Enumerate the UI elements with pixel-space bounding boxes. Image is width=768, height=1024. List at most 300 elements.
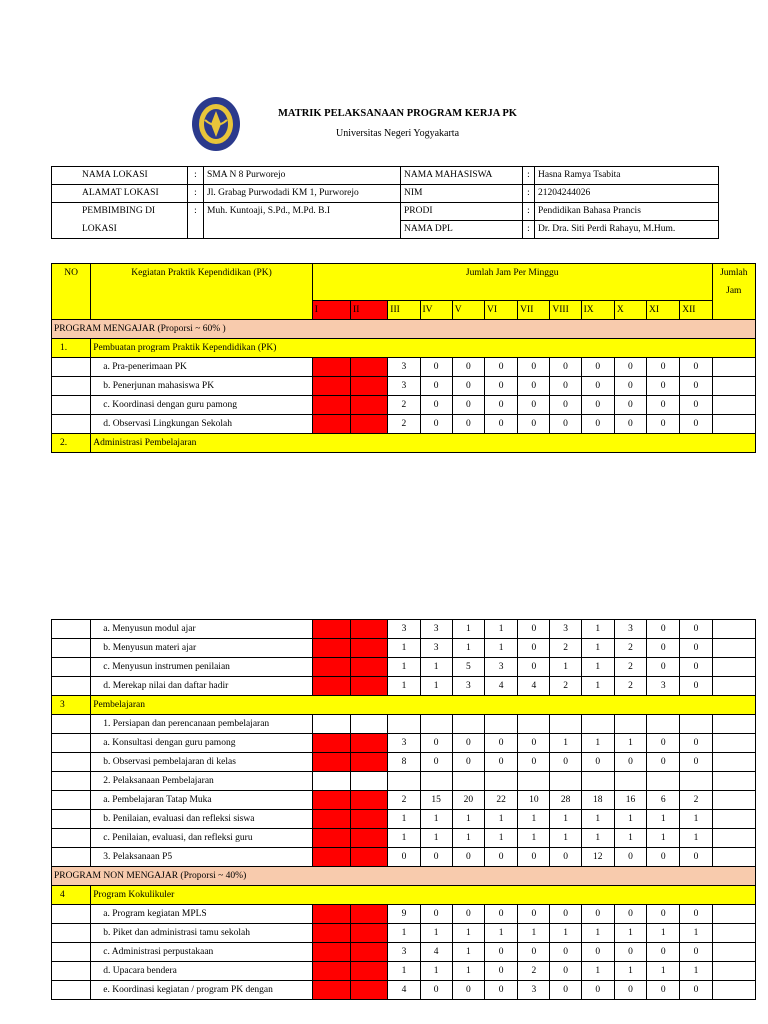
- row-label: d. Upacara bendera: [91, 962, 313, 981]
- week-cell: 0: [581, 377, 614, 396]
- week-cell: 1: [452, 639, 484, 658]
- header-week: VII: [518, 301, 550, 320]
- week-cell: 1: [614, 810, 646, 829]
- week-cell: [312, 620, 350, 639]
- week-cell: 0: [581, 415, 614, 434]
- row-label: e. Koordinasi kegiatan / program PK dengan: [91, 981, 313, 1000]
- row-total: [712, 396, 755, 415]
- week-cell: 0: [518, 905, 550, 924]
- week-cell: 0: [485, 981, 518, 1000]
- week-cell: 0: [647, 734, 680, 753]
- program-mengajar-row: PROGRAM MENGAJAR (Proporsi ~ 60% ): [52, 320, 756, 339]
- week-cell: 0: [614, 396, 646, 415]
- week-cell: 22: [485, 791, 518, 810]
- week-cell: 0: [550, 358, 581, 377]
- week-cell: 0: [420, 358, 452, 377]
- row-label: b. Observasi pembelajaran di kelas: [91, 753, 313, 772]
- header-week: XI: [647, 301, 680, 320]
- row-label: c. Administrasi perpustakaan: [91, 943, 313, 962]
- row-no: [52, 791, 91, 810]
- week-cell: 0: [420, 377, 452, 396]
- week-cell: 1: [452, 620, 484, 639]
- week-cell: 0: [680, 734, 712, 753]
- week-cell: [388, 715, 420, 734]
- week-cell: [680, 772, 712, 791]
- group2-no: 2.: [52, 434, 91, 453]
- week-cell: 0: [518, 358, 550, 377]
- week-cell: 3: [647, 677, 680, 696]
- week-cell: 0: [581, 396, 614, 415]
- week-cell: 0: [452, 734, 484, 753]
- week-cell: 0: [518, 943, 550, 962]
- row-label: d. Merekap nilai dan daftar hadir: [91, 677, 313, 696]
- group1-title: Pembuatan program Praktik Kependidikan (PK): [91, 339, 756, 358]
- week-cell: 1: [388, 677, 420, 696]
- week-cell: [351, 848, 388, 867]
- week-cell: 0: [485, 734, 518, 753]
- week-cell: 28: [550, 791, 581, 810]
- row-no: [52, 734, 91, 753]
- week-cell: 1: [614, 734, 646, 753]
- week-cell: 2: [388, 396, 420, 415]
- week-cell: [312, 715, 350, 734]
- row-total: [712, 905, 755, 924]
- week-cell: 0: [647, 981, 680, 1000]
- week-cell: [452, 715, 484, 734]
- week-cell: 1: [388, 639, 420, 658]
- header-kegiatan: Kegiatan Praktik Kependidikan (PK): [91, 264, 313, 320]
- row-total: [712, 377, 755, 396]
- row-label: a. Program kegiatan MPLS: [91, 905, 313, 924]
- row-no: [52, 924, 91, 943]
- row-no: [52, 358, 91, 377]
- week-cell: 0: [420, 848, 452, 867]
- week-cell: 0: [581, 358, 614, 377]
- week-cell: 0: [550, 981, 581, 1000]
- week-cell: [351, 415, 388, 434]
- week-cell: 0: [485, 848, 518, 867]
- week-cell: 2: [680, 791, 712, 810]
- week-cell: 9: [388, 905, 420, 924]
- week-cell: [351, 905, 388, 924]
- week-cell: 4: [388, 981, 420, 1000]
- week-cell: 0: [452, 753, 484, 772]
- row-label: d. Observasi Lingkungan Sekolah: [91, 415, 313, 434]
- week-cell: 3: [420, 620, 452, 639]
- week-cell: 0: [518, 415, 550, 434]
- week-cell: 2: [550, 677, 581, 696]
- row-total: [712, 848, 755, 867]
- row-label: c. Koordinasi dengan guru pamong: [91, 396, 313, 415]
- week-cell: 0: [452, 905, 484, 924]
- week-cell: 2: [388, 415, 420, 434]
- week-cell: 0: [550, 848, 581, 867]
- row-total: [712, 639, 755, 658]
- uny-logo: [191, 96, 241, 152]
- week-cell: 1: [485, 924, 518, 943]
- week-cell: 0: [680, 848, 712, 867]
- week-cell: 1: [581, 924, 614, 943]
- week-cell: [550, 772, 581, 791]
- week-cell: 0: [647, 943, 680, 962]
- group4-no: 4: [52, 886, 91, 905]
- row-total: [712, 829, 755, 848]
- week-cell: 0: [614, 848, 646, 867]
- nama-dpl-label: NAMA DPL: [401, 221, 523, 239]
- week-cell: 1: [485, 829, 518, 848]
- week-cell: 0: [647, 905, 680, 924]
- header-no: NO: [52, 264, 91, 320]
- week-cell: 2: [550, 639, 581, 658]
- week-cell: 0: [680, 639, 712, 658]
- week-cell: [581, 772, 614, 791]
- header-week: II: [351, 301, 388, 320]
- page-subtitle: Universitas Negeri Yogyakarta: [335, 128, 460, 139]
- week-cell: 0: [452, 848, 484, 867]
- week-cell: [312, 377, 350, 396]
- week-cell: 1: [550, 658, 581, 677]
- group2-title: Administrasi Pembelajaran: [91, 434, 756, 453]
- row-total: [712, 715, 755, 734]
- week-cell: [351, 829, 388, 848]
- week-cell: 12: [581, 848, 614, 867]
- week-cell: 1: [680, 810, 712, 829]
- week-cell: 0: [485, 753, 518, 772]
- week-cell: [680, 715, 712, 734]
- week-cell: 1: [581, 677, 614, 696]
- row-no: [52, 943, 91, 962]
- header-week: VI: [484, 301, 517, 320]
- week-cell: [351, 772, 388, 791]
- week-cell: 0: [388, 848, 420, 867]
- group3-no: 3: [52, 696, 91, 715]
- row-label: 1. Persiapan dan perencanaan pembelajaran: [91, 715, 313, 734]
- week-cell: 1: [485, 639, 518, 658]
- week-cell: 0: [550, 396, 581, 415]
- week-cell: 0: [680, 905, 712, 924]
- row-label: b. Piket dan administrasi tamu sekolah: [91, 924, 313, 943]
- week-cell: 0: [680, 677, 712, 696]
- row-no: [52, 905, 91, 924]
- week-cell: 5: [452, 658, 484, 677]
- week-cell: 0: [485, 962, 518, 981]
- header-week: III: [388, 301, 420, 320]
- week-cell: 0: [581, 981, 614, 1000]
- row-label: c. Menyusun instrumen penilaian: [91, 658, 313, 677]
- week-cell: 2: [614, 639, 646, 658]
- week-cell: [312, 905, 350, 924]
- week-cell: 3: [420, 639, 452, 658]
- row-label: b. Menyusun materi ajar: [91, 639, 313, 658]
- week-cell: 1: [680, 924, 712, 943]
- week-cell: [452, 772, 484, 791]
- row-no: [52, 677, 91, 696]
- week-cell: 0: [452, 981, 484, 1000]
- header-week: I: [312, 301, 350, 320]
- row-total: [712, 734, 755, 753]
- row-no: [52, 772, 91, 791]
- week-cell: [485, 715, 518, 734]
- week-cell: [518, 772, 550, 791]
- week-cell: 0: [614, 358, 646, 377]
- nama-dpl-value: Dr. Dra. Siti Perdi Rahayu, M.Hum.: [535, 221, 719, 239]
- week-cell: 1: [581, 829, 614, 848]
- week-cell: 3: [518, 981, 550, 1000]
- row-no: [52, 962, 91, 981]
- week-cell: 1: [647, 810, 680, 829]
- week-cell: 0: [518, 734, 550, 753]
- week-cell: [312, 962, 350, 981]
- week-cell: [312, 829, 350, 848]
- week-cell: [312, 810, 350, 829]
- week-cell: 3: [452, 677, 484, 696]
- week-cell: 1: [518, 829, 550, 848]
- header-week: XII: [680, 301, 712, 320]
- row-label: b. Penilaian, evaluasi dan refleksi siswa: [91, 810, 313, 829]
- week-cell: [647, 715, 680, 734]
- week-cell: 1: [518, 810, 550, 829]
- nama-lokasi-value: SMA N 8 Purworejo: [204, 167, 401, 185]
- week-cell: 0: [550, 753, 581, 772]
- row-no: [52, 753, 91, 772]
- alamat-lokasi-label: ALAMAT LOKASI: [52, 185, 188, 203]
- week-cell: [312, 924, 350, 943]
- pembimbing-label-2: LOKASI: [52, 221, 188, 239]
- week-cell: [312, 791, 350, 810]
- week-cell: 2: [614, 677, 646, 696]
- week-cell: 0: [550, 905, 581, 924]
- week-cell: 8: [388, 753, 420, 772]
- week-cell: 0: [647, 415, 680, 434]
- week-cell: [351, 734, 388, 753]
- week-cell: 0: [420, 396, 452, 415]
- group3-title: Pembelajaran: [91, 696, 756, 715]
- week-cell: 0: [647, 620, 680, 639]
- week-cell: 4: [485, 677, 518, 696]
- week-cell: 1: [581, 639, 614, 658]
- week-cell: 1: [680, 829, 712, 848]
- week-cell: 0: [581, 753, 614, 772]
- row-label: a. Pembelajaran Tatap Muka: [91, 791, 313, 810]
- week-cell: 1: [581, 810, 614, 829]
- week-cell: 1: [485, 620, 518, 639]
- week-cell: [351, 943, 388, 962]
- info-table: NAMA LOKASI : SMA N 8 Purworejo NAMA MAHASISWA : Hasna Ramya Tsabita ALAMAT LOKASI : Jl. Grabag Purwodadi KM 1, Purworejo NIM : 21204244026 PEMBIMBING DI : Muh. Kuntoaji, S.Pd., M.Pd. B.I PRODI : Pendidikan Bahasa Prancis LOKASI NAMA DPL : Dr. Dra. Siti Perdi Rahayu, M.Hum.: [51, 166, 719, 239]
- header-jumlah-jam-per-minggu: Jumlah Jam Per Minggu: [312, 264, 712, 301]
- week-cell: [614, 715, 646, 734]
- week-cell: [312, 358, 350, 377]
- header-week: V: [452, 301, 484, 320]
- row-no: [52, 620, 91, 639]
- week-cell: 0: [420, 734, 452, 753]
- week-cell: 0: [550, 962, 581, 981]
- week-cell: [351, 639, 388, 658]
- week-cell: 1: [550, 734, 581, 753]
- row-no: [52, 810, 91, 829]
- week-cell: 3: [388, 358, 420, 377]
- row-label: c. Penilaian, evaluasi, dan refleksi guru: [91, 829, 313, 848]
- row-label: 3. Pelaksanaan P5: [91, 848, 313, 867]
- week-cell: [351, 677, 388, 696]
- week-cell: 0: [518, 639, 550, 658]
- week-cell: 1: [388, 829, 420, 848]
- week-cell: [312, 639, 350, 658]
- week-cell: 4: [420, 943, 452, 962]
- week-cell: [581, 715, 614, 734]
- nama-mahasiswa-label: NAMA MAHASISWA: [401, 167, 523, 185]
- row-no: [52, 981, 91, 1000]
- week-cell: 6: [647, 791, 680, 810]
- week-cell: 18: [581, 791, 614, 810]
- week-cell: [518, 715, 550, 734]
- week-cell: 0: [647, 658, 680, 677]
- week-cell: 1: [550, 810, 581, 829]
- week-cell: 1: [388, 658, 420, 677]
- header-week: IV: [420, 301, 452, 320]
- week-cell: 0: [518, 848, 550, 867]
- week-cell: 2: [518, 962, 550, 981]
- row-no: [52, 639, 91, 658]
- week-cell: 1: [420, 829, 452, 848]
- row-no: [52, 715, 91, 734]
- week-cell: 1: [581, 962, 614, 981]
- row-no: [52, 848, 91, 867]
- week-cell: 0: [614, 377, 646, 396]
- week-cell: 0: [452, 396, 484, 415]
- week-cell: 3: [388, 620, 420, 639]
- week-cell: 1: [452, 810, 484, 829]
- group1-no: 1.: [52, 339, 91, 358]
- week-cell: 0: [680, 658, 712, 677]
- week-cell: 1: [388, 962, 420, 981]
- week-cell: 1: [614, 962, 646, 981]
- week-cell: [312, 848, 350, 867]
- week-cell: 1: [550, 829, 581, 848]
- week-cell: 0: [680, 753, 712, 772]
- week-cell: 10: [518, 791, 550, 810]
- week-cell: [351, 791, 388, 810]
- week-cell: 1: [420, 810, 452, 829]
- row-label: 2. Pelaksanaan Pembelajaran: [91, 772, 313, 791]
- nama-lokasi-label: NAMA LOKASI: [52, 167, 188, 185]
- week-cell: 3: [388, 943, 420, 962]
- week-cell: 0: [518, 377, 550, 396]
- week-cell: [351, 358, 388, 377]
- week-cell: 3: [485, 658, 518, 677]
- week-cell: 0: [647, 639, 680, 658]
- matrix-table-top: [51, 263, 756, 453]
- week-cell: [614, 772, 646, 791]
- week-cell: 0: [420, 981, 452, 1000]
- week-cell: 0: [550, 415, 581, 434]
- week-cell: 20: [452, 791, 484, 810]
- week-cell: 0: [614, 415, 646, 434]
- row-total: [712, 791, 755, 810]
- week-cell: 1: [518, 924, 550, 943]
- week-cell: 1: [420, 658, 452, 677]
- week-cell: [351, 715, 388, 734]
- row-label: a. Menyusun modul ajar: [91, 620, 313, 639]
- week-cell: 0: [647, 753, 680, 772]
- week-cell: 1: [581, 658, 614, 677]
- week-cell: 3: [614, 620, 646, 639]
- row-total: [712, 962, 755, 981]
- week-cell: [388, 772, 420, 791]
- week-cell: 4: [518, 677, 550, 696]
- week-cell: 3: [388, 377, 420, 396]
- row-total: [712, 658, 755, 677]
- week-cell: 0: [485, 905, 518, 924]
- row-total: [712, 620, 755, 639]
- alamat-lokasi-value: Jl. Grabag Purwodadi KM 1, Purworejo: [204, 185, 401, 203]
- row-total: [712, 924, 755, 943]
- week-cell: [312, 772, 350, 791]
- week-cell: 3: [550, 620, 581, 639]
- week-cell: 2: [388, 791, 420, 810]
- row-total: [712, 358, 755, 377]
- week-cell: [351, 620, 388, 639]
- prodi-value: Pendidikan Bahasa Prancis: [535, 203, 719, 221]
- week-cell: 0: [680, 415, 712, 434]
- row-label: a. Pra-penerimaan PK: [91, 358, 313, 377]
- week-cell: [312, 396, 350, 415]
- row-total: [712, 981, 755, 1000]
- week-cell: 1: [614, 829, 646, 848]
- week-cell: [312, 677, 350, 696]
- week-cell: 1: [388, 810, 420, 829]
- week-cell: [312, 734, 350, 753]
- week-cell: 0: [420, 753, 452, 772]
- row-no: [52, 658, 91, 677]
- week-cell: 15: [420, 791, 452, 810]
- week-cell: 0: [581, 905, 614, 924]
- prodi-label: PRODI: [401, 203, 523, 221]
- week-cell: 0: [614, 753, 646, 772]
- row-no: [52, 377, 91, 396]
- week-cell: 0: [518, 658, 550, 677]
- week-cell: 0: [680, 620, 712, 639]
- week-cell: [351, 981, 388, 1000]
- row-no: [52, 396, 91, 415]
- week-cell: 0: [452, 415, 484, 434]
- week-cell: [351, 377, 388, 396]
- week-cell: 1: [420, 962, 452, 981]
- week-cell: 0: [614, 981, 646, 1000]
- week-cell: 0: [647, 377, 680, 396]
- header-week: X: [614, 301, 646, 320]
- row-no: [52, 415, 91, 434]
- week-cell: 0: [614, 905, 646, 924]
- week-cell: [351, 810, 388, 829]
- week-cell: 1: [680, 962, 712, 981]
- week-cell: 1: [647, 962, 680, 981]
- row-total: [712, 677, 755, 696]
- nama-mahasiswa-value: Hasna Ramya Tsabita: [535, 167, 719, 185]
- row-total: [712, 772, 755, 791]
- week-cell: [312, 943, 350, 962]
- week-cell: [351, 753, 388, 772]
- week-cell: 0: [452, 358, 484, 377]
- week-cell: 0: [485, 943, 518, 962]
- row-total: [712, 810, 755, 829]
- week-cell: 0: [647, 396, 680, 415]
- week-cell: 0: [518, 396, 550, 415]
- pembimbing-label: PEMBIMBING DI: [52, 203, 188, 221]
- week-cell: 0: [680, 396, 712, 415]
- week-cell: 0: [680, 981, 712, 1000]
- week-cell: 0: [484, 377, 517, 396]
- week-cell: 1: [485, 810, 518, 829]
